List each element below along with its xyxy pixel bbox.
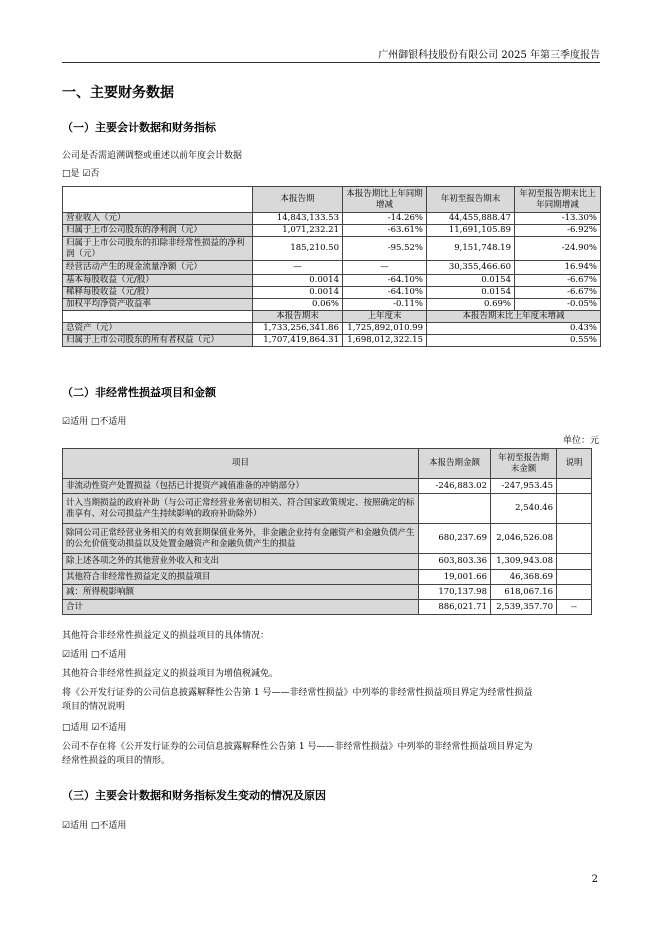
table-subheader-row [63, 311, 601, 323]
row-label: 计入当期损益的政府补助（与公司正常经营业务密切相关、符合国家政策规定、按照确定的标准享有、对公司损益产生持续影响的政府补助除外） [63, 494, 419, 524]
header-cell-empty [63, 311, 253, 323]
table-row [63, 335, 601, 347]
table-row [63, 225, 601, 237]
cell-value [557, 494, 592, 524]
cell-value: 185,210.50 [253, 237, 343, 261]
row-label: 经营活动产生的现金流量净额（元） [63, 261, 253, 275]
table-row [63, 261, 601, 275]
row-label: 基本每股收益（元/股） [63, 275, 253, 287]
table-row [63, 323, 601, 335]
row-label: 加权平均净资产收益率 [63, 299, 253, 311]
main-financial-data-table [62, 186, 601, 347]
cell-value: 30,355,466.60 [427, 261, 515, 275]
cell-value: 0.0014 [253, 287, 343, 299]
page-number: 2 [591, 874, 598, 885]
table-row [63, 275, 601, 287]
row-label: 归属于上市公司股东的扣除非经常性损益的净利润（元） [63, 237, 253, 261]
table-header-row [63, 449, 592, 479]
row-label: 其他符合非经常性损益定义的损益项目 [63, 570, 419, 585]
header-cell: 本报告期 [253, 187, 343, 213]
row-label: 非流动性资产处置损益（包括已计提资产减值准备的冲销部分） [63, 479, 419, 494]
no-case-line-2: 经常性损益的项目的情形。 [62, 756, 171, 766]
subsection-title-accounting-data: （一）主要会计数据和财务指标 [62, 121, 216, 134]
cell-value: 14,843,133.53 [253, 213, 343, 225]
cell-value: 46,368.69 [491, 570, 557, 585]
cell-value: 44,455,888.47 [427, 213, 515, 225]
cell-value: 11,691,105.89 [427, 225, 515, 237]
row-label: 合计 [63, 600, 419, 615]
cell-value: -95.52% [343, 237, 427, 261]
header-cell: 项目 [63, 449, 419, 479]
cell-value: 1,698,012,322.15 [343, 335, 427, 347]
cell-value: 2,046,526.08 [491, 524, 557, 554]
row-label: 除同公司正常经营业务相关的有效套期保值业务外，非金融企业持有金融资产和金融负债产生的公允价值变动损益以及处置金融资产和金融负债产生的损益 [63, 524, 419, 554]
retro-adjust-question: 公司是否需追溯调整或重述以前年度会计数据 [62, 151, 243, 161]
header-cell: 本报告期末 [253, 311, 343, 323]
cell-value [557, 570, 592, 585]
cell-value [419, 494, 491, 524]
cell-value: -- [557, 600, 592, 615]
table-row-total [63, 600, 592, 615]
subsection-title-non-recurring: （二）非经常性损益项目和金额 [62, 386, 216, 399]
table-row [63, 524, 592, 554]
row-label: 营业收入（元） [63, 213, 253, 225]
table-row [63, 554, 592, 570]
unit-label: 单位：元 [562, 436, 599, 446]
no-case-line-1: 公司不存在将《公开发行证券的公司信息披露解释性公告第 1 号——非经常性损益》中列举的非经常性损益项目界定为 [62, 742, 533, 752]
other-items-label: 其他符合非经常性损益定义的损益项目的具体情况： [62, 631, 270, 641]
header-cell: 本报告期金额 [419, 449, 491, 479]
cell-value: 0.55% [427, 335, 601, 347]
header-divider [62, 62, 600, 63]
row-label: 归属于上市公司股东的所有者权益（元） [63, 335, 253, 347]
cell-value: -6.92% [515, 225, 601, 237]
other-items-text: 其他符合非经常性损益定义的损益项目为增值税减免。 [62, 669, 279, 679]
cell-value: — [343, 261, 427, 275]
header-cell: 年初至报告期末 [427, 187, 515, 213]
cell-value: -6.67% [515, 275, 601, 287]
header-cell: 年初至报告期末比上年同期增减 [515, 187, 601, 213]
cell-value: — [253, 261, 343, 275]
applicable-choice-1: ☑适用 □不适用 [62, 417, 127, 427]
applicable-choice-2: ☑适用 □不适用 [62, 650, 127, 660]
cell-value: 0.0154 [427, 287, 515, 299]
cell-value: -13.30% [515, 213, 601, 225]
cell-value: 1,071,232.21 [253, 225, 343, 237]
row-label: 减：所得税影响额 [63, 585, 419, 600]
cell-value: 0.69% [427, 299, 515, 311]
cell-value: 19,001.66 [419, 570, 491, 585]
cell-value: -14.26% [343, 213, 427, 225]
cell-value [557, 585, 592, 600]
cell-value: -246,883.02 [419, 479, 491, 494]
cell-value: 0.06% [253, 299, 343, 311]
cell-value: 0.0154 [427, 275, 515, 287]
applicable-choice-3: □适用 ☑不适用 [62, 723, 127, 733]
cell-value: -63.61% [343, 225, 427, 237]
header-cell: 说明 [557, 449, 592, 479]
table-row [63, 494, 592, 524]
cell-value: 603,803.36 [419, 554, 491, 570]
header-cell: 年初至报告期末金额 [491, 449, 557, 479]
section-title-main-financial-data: 一、主要财务数据 [62, 85, 174, 101]
cell-value: 680,237.69 [419, 524, 491, 554]
row-label: 归属于上市公司股东的净利润（元） [63, 225, 253, 237]
table-row [63, 479, 592, 494]
non-recurring-items-table [62, 448, 592, 615]
cell-value: 618,067.16 [491, 585, 557, 600]
cell-value: -0.11% [343, 299, 427, 311]
row-label: 总资产（元） [63, 323, 253, 335]
table-row [63, 287, 601, 299]
subsection-title-changes: （三）主要会计数据和财务指标发生变动的情况及原因 [62, 789, 326, 802]
cell-value: -24.90% [515, 237, 601, 261]
cell-value: 170,137.98 [419, 585, 491, 600]
header-cell: 上年度末 [343, 311, 427, 323]
cell-value: 0.0014 [253, 275, 343, 287]
explanation-line-2: 项目的情况说明 [62, 702, 126, 712]
cell-value: -0.05% [515, 299, 601, 311]
cell-value: 1,707,419,864.31 [253, 335, 343, 347]
page-header: 广州御银科技股份有限公司 2025 年第三季度报告 [378, 50, 600, 61]
header-cell: 本报告期末比上年度末增减 [427, 311, 601, 323]
cell-value: -247,953.45 [491, 479, 557, 494]
cell-value: 1,309,943.08 [491, 554, 557, 570]
cell-value: 2,540.46 [491, 494, 557, 524]
cell-value: 1,725,892,010.99 [343, 323, 427, 335]
retro-adjust-answer: □是 ☑否 [62, 169, 100, 179]
applicable-choice-4: ☑适用 □不适用 [62, 821, 127, 831]
cell-value: -64.10% [343, 275, 427, 287]
cell-value [557, 554, 592, 570]
row-label: 稀释每股收益（元/股） [63, 287, 253, 299]
cell-value: 16.94% [515, 261, 601, 275]
table-row [63, 570, 592, 585]
table-row [63, 237, 601, 261]
table-row [63, 213, 601, 225]
header-cell-empty [63, 187, 253, 213]
cell-value: -64.10% [343, 287, 427, 299]
header-cell: 本报告期比上年同期增减 [343, 187, 427, 213]
table-row [63, 299, 601, 311]
cell-value: 1,733,256,341.86 [253, 323, 343, 335]
table-header-row [63, 187, 601, 213]
cell-value: -6.67% [515, 287, 601, 299]
cell-value: 0.43% [427, 323, 601, 335]
cell-value [557, 479, 592, 494]
table-row [63, 585, 592, 600]
row-label: 除上述各项之外的其他营业外收入和支出 [63, 554, 419, 570]
cell-value: 9,151,748.19 [427, 237, 515, 261]
cell-value: 886,021.71 [419, 600, 491, 615]
explanation-line-1: 将《公开发行证券的公司信息披露解释性公告第 1 号——非经常性损益》中列举的非经常性损益项目界定为经常性损益 [62, 688, 533, 698]
cell-value: 2,539,357.70 [491, 600, 557, 615]
cell-value [557, 524, 592, 554]
